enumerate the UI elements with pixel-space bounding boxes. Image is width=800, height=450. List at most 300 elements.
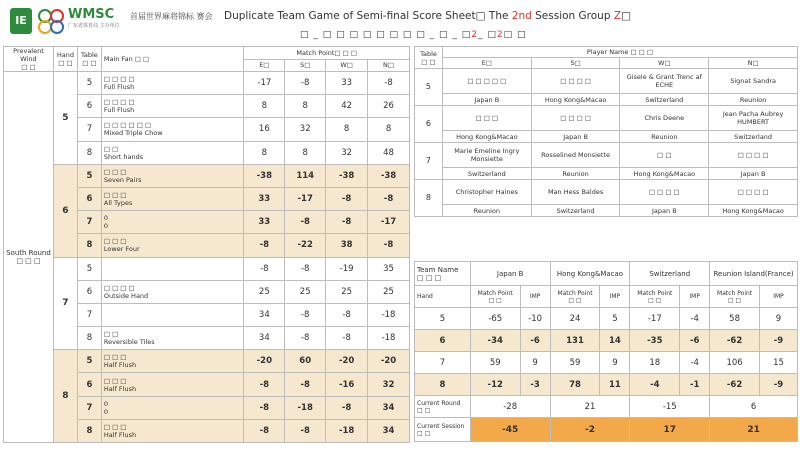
match-point-east: 8 bbox=[244, 95, 285, 118]
mp-label: Match Point bbox=[637, 289, 673, 297]
match-point-north: 8 bbox=[368, 118, 410, 141]
main-fan-cn: 0 bbox=[103, 214, 109, 223]
player-header-row bbox=[415, 47, 798, 58]
main-fan bbox=[101, 257, 243, 280]
mp-reunion bbox=[710, 286, 760, 308]
team-hand-row bbox=[415, 308, 798, 330]
team-name-japan: Japan B bbox=[470, 262, 550, 286]
match-point-north: 34 bbox=[368, 396, 410, 419]
current-session-japan: -45 bbox=[470, 418, 550, 442]
main-fan bbox=[101, 72, 243, 95]
player-name-north: Signat Sandra bbox=[709, 69, 798, 94]
player-col-south: S□ bbox=[531, 58, 620, 69]
team-subheader-row bbox=[415, 286, 798, 308]
match-point-north: -18 bbox=[368, 303, 410, 326]
player-team-west: Reunion bbox=[620, 131, 709, 143]
mp-label: Match Point bbox=[477, 289, 513, 297]
main-fan bbox=[101, 234, 243, 257]
main-fan bbox=[101, 350, 243, 373]
match-point-east: 34 bbox=[244, 327, 285, 350]
match-point-east: 25 bbox=[244, 280, 285, 303]
match-point-north: 32 bbox=[368, 373, 410, 396]
team-hongkong-mp: 78 bbox=[550, 374, 600, 396]
table-row bbox=[4, 257, 410, 280]
current-round-label bbox=[415, 396, 471, 418]
title-mid2: Session Group bbox=[535, 10, 611, 22]
match-point-north: -8 bbox=[368, 234, 410, 257]
match-point-south: -18 bbox=[285, 396, 326, 419]
player-name-table bbox=[414, 46, 798, 217]
player-name-east: □ □ □ bbox=[442, 106, 531, 131]
team-reunion-mp: 106 bbox=[710, 352, 760, 374]
player-name-north: Jean Pacha Aubrey HUMBERT bbox=[709, 106, 798, 131]
team-japan-mp: -12 bbox=[470, 374, 520, 396]
title-prefix: Duplicate Team Game of Semi-final Score Sheet bbox=[224, 10, 476, 22]
mp-sub: □ □ bbox=[648, 296, 662, 304]
team-hongkong-imp: 14 bbox=[600, 330, 630, 352]
player-team-north: Switzerland bbox=[709, 131, 798, 143]
player-team-east: Reunion bbox=[442, 205, 531, 217]
team-name-reunion: Reunion Island(France) bbox=[710, 262, 798, 286]
player-col-west: W□ bbox=[620, 58, 709, 69]
match-point-east: -8 bbox=[244, 257, 285, 280]
main-fan-cn: □ □ □ bbox=[103, 353, 127, 362]
team-hand-row bbox=[415, 352, 798, 374]
table-number: 8 bbox=[77, 141, 101, 164]
mp-sub: □ □ bbox=[727, 296, 742, 304]
main-fan-cn: □ □ □ bbox=[103, 422, 127, 431]
team-japan-imp: 9 bbox=[520, 352, 550, 374]
player-name-east: Marie Emeline Ingry Monsiette bbox=[442, 143, 531, 168]
player-team-south: Reunion bbox=[531, 168, 620, 180]
team-japan-imp: -10 bbox=[520, 308, 550, 330]
current-session-sub: □ □ bbox=[417, 429, 431, 437]
col-east: E□ bbox=[244, 59, 285, 72]
header-wind-label: Prevalent Wind bbox=[13, 47, 44, 63]
player-name-west: Chris Deene bbox=[620, 106, 709, 131]
player-name-north: □ □ □ □ bbox=[709, 180, 798, 205]
main-fan-en: Short hands bbox=[103, 152, 144, 161]
team-hand-row bbox=[415, 330, 798, 352]
match-point-south: -8 bbox=[285, 373, 326, 396]
team-header-sub: □ □ □ bbox=[417, 273, 442, 282]
match-point-north: -18 bbox=[368, 327, 410, 350]
mp-sub: □ □ bbox=[488, 296, 502, 304]
table-row bbox=[4, 350, 410, 373]
team-hand-row bbox=[415, 374, 798, 396]
match-point-north: -38 bbox=[368, 164, 410, 187]
col-south: S□ bbox=[285, 59, 326, 72]
match-point-east: 16 bbox=[244, 118, 285, 141]
match-point-west: 33 bbox=[326, 72, 368, 95]
imp-reunion: IMP bbox=[760, 286, 798, 308]
match-point-south: 8 bbox=[285, 141, 326, 164]
team-hongkong-mp: 59 bbox=[550, 352, 600, 374]
main-fan-cn: □ □ □ bbox=[103, 167, 127, 176]
subtitle-red1: 2 bbox=[471, 30, 478, 40]
match-point-west: -8 bbox=[326, 303, 368, 326]
mp-label: Match Point bbox=[717, 289, 753, 297]
main-fan bbox=[101, 118, 243, 141]
sponsor-logo: IE bbox=[10, 8, 32, 34]
player-team-north: Hong Kong&Macao bbox=[709, 205, 798, 217]
team-name-hongkong: Hong Kong&Macao bbox=[550, 262, 630, 286]
match-point-east: -17 bbox=[244, 72, 285, 95]
main-fan bbox=[101, 396, 243, 419]
match-point-south: -22 bbox=[285, 234, 326, 257]
main-fan-en: Half Flush bbox=[103, 384, 137, 393]
match-point-north: 35 bbox=[368, 257, 410, 280]
team-switzerland-mp: -17 bbox=[630, 308, 680, 330]
main-fan bbox=[101, 211, 243, 234]
current-session-label bbox=[415, 418, 471, 442]
table-header-row bbox=[4, 47, 410, 60]
match-point-south: -8 bbox=[285, 327, 326, 350]
table-number: 5 bbox=[77, 350, 101, 373]
main-fan-en: Half Flush bbox=[103, 430, 137, 439]
player-team-row bbox=[415, 205, 798, 217]
team-japan-mp: -65 bbox=[470, 308, 520, 330]
team-japan-mp: -34 bbox=[470, 330, 520, 352]
current-round-title: Current Round bbox=[417, 399, 461, 407]
player-name-east: □ □ □ □ □ bbox=[442, 69, 531, 94]
player-name-south: Man Hess Baldes bbox=[531, 180, 620, 205]
team-reunion-mp: -62 bbox=[710, 374, 760, 396]
team-reunion-mp: -62 bbox=[710, 330, 760, 352]
header-prevalent-wind bbox=[4, 47, 54, 72]
player-header-table-label: Table bbox=[420, 49, 437, 58]
player-team-row bbox=[415, 168, 798, 180]
main-fan bbox=[101, 373, 243, 396]
player-col-east: E□ bbox=[442, 58, 531, 69]
team-hongkong-mp: 24 bbox=[550, 308, 600, 330]
page-title: Duplicate Team Game of Semi-final Score Sheet□ The 2nd Session Group Z□ bbox=[224, 10, 631, 22]
org-subtitle: 广东省体育局 主办单位 bbox=[68, 23, 120, 29]
team-reunion-imp: -9 bbox=[760, 330, 798, 352]
player-team-south: Japan B bbox=[531, 131, 620, 143]
player-table-number: 8 bbox=[415, 180, 443, 217]
player-name-west: Gisele & Grant Trenc af ECHE bbox=[620, 69, 709, 94]
main-fan-cn: □ □ bbox=[103, 144, 119, 153]
match-point-west: -19 bbox=[326, 257, 368, 280]
current-round-japan: -28 bbox=[470, 396, 550, 418]
main-fan-cn: □ □ □ □ bbox=[103, 283, 135, 292]
current-session-row bbox=[415, 418, 798, 442]
match-point-south: 25 bbox=[285, 280, 326, 303]
match-point-south: 32 bbox=[285, 118, 326, 141]
team-hongkong-imp: 9 bbox=[600, 352, 630, 374]
col-north: N□ bbox=[368, 59, 410, 72]
hand-number: 7 bbox=[53, 257, 77, 350]
player-team-west: Japan B bbox=[620, 205, 709, 217]
subtitle-c: □ □ bbox=[503, 30, 527, 40]
table-number: 6 bbox=[77, 373, 101, 396]
table-number: 8 bbox=[77, 419, 101, 442]
current-round-row bbox=[415, 396, 798, 418]
mp-hongkong bbox=[550, 286, 600, 308]
player-header-cols bbox=[415, 58, 798, 69]
match-point-south: 60 bbox=[285, 350, 326, 373]
player-team-east: Japan B bbox=[442, 94, 531, 106]
title-group: Z bbox=[613, 10, 622, 22]
table-number: 5 bbox=[77, 257, 101, 280]
imp-hongkong: IMP bbox=[600, 286, 630, 308]
team-switzerland-imp: -4 bbox=[680, 308, 710, 330]
team-switzerland-mp: -4 bbox=[630, 374, 680, 396]
player-team-east: Hong Kong&Macao bbox=[442, 131, 531, 143]
player-team-north: Reunion bbox=[709, 94, 798, 106]
match-point-north: 34 bbox=[368, 419, 410, 442]
player-name-south: Rosselined Monsiette bbox=[531, 143, 620, 168]
player-team-south: Hong Kong&Macao bbox=[531, 94, 620, 106]
match-point-north: 25 bbox=[368, 280, 410, 303]
main-fan bbox=[101, 164, 243, 187]
table-number: 6 bbox=[77, 280, 101, 303]
match-point-east: -38 bbox=[244, 164, 285, 187]
table-number: 6 bbox=[77, 187, 101, 210]
table-number: 8 bbox=[77, 327, 101, 350]
match-point-west: -16 bbox=[326, 373, 368, 396]
table-number: 8 bbox=[77, 234, 101, 257]
main-fan-en: 0 bbox=[103, 407, 109, 416]
match-point-west: -18 bbox=[326, 419, 368, 442]
mp-switzerland bbox=[630, 286, 680, 308]
table-number: 7 bbox=[77, 303, 101, 326]
player-header-table-sub: □ □ bbox=[421, 57, 436, 66]
match-point-south: -8 bbox=[285, 257, 326, 280]
team-hand-number: 5 bbox=[415, 308, 471, 330]
match-point-south: 114 bbox=[285, 164, 326, 187]
player-table-number: 5 bbox=[415, 69, 443, 106]
player-team-row bbox=[415, 131, 798, 143]
match-point-west: 32 bbox=[326, 141, 368, 164]
header-table: Table □ □ bbox=[77, 47, 101, 72]
team-switzerland-imp: -4 bbox=[680, 352, 710, 374]
team-reunion-imp: -9 bbox=[760, 374, 798, 396]
header-main-fan: Main Fan □ □ bbox=[101, 47, 243, 72]
team-switzerland-imp: -6 bbox=[680, 330, 710, 352]
player-table-number: 6 bbox=[415, 106, 443, 143]
team-hongkong-mp: 131 bbox=[550, 330, 600, 352]
table-row bbox=[4, 164, 410, 187]
header-hand: Hand □ □ bbox=[53, 47, 77, 72]
player-name-south: □ □ □ □ bbox=[531, 69, 620, 94]
player-col-north: N□ bbox=[709, 58, 798, 69]
main-fan-en: Outside Hand bbox=[103, 291, 149, 300]
title-mid: The bbox=[488, 10, 509, 22]
main-fan-cn: □ □ □ bbox=[103, 376, 127, 385]
subtitle-red2: 2 bbox=[496, 30, 504, 40]
main-fan-cn: □ □ □ □ bbox=[103, 98, 135, 107]
main-fan-en: Seven Pairs bbox=[103, 175, 142, 184]
hand-number: 5 bbox=[53, 72, 77, 165]
team-reunion-mp: 58 bbox=[710, 308, 760, 330]
hand-number: 6 bbox=[53, 164, 77, 257]
team-hand-number: 8 bbox=[415, 374, 471, 396]
match-point-west: -20 bbox=[326, 350, 368, 373]
player-header-name: Player Name □ □ □ bbox=[442, 47, 797, 58]
team-japan-mp: 59 bbox=[470, 352, 520, 374]
team-switzerland-mp: 18 bbox=[630, 352, 680, 374]
table-row bbox=[4, 72, 410, 95]
team-hand-number: 7 bbox=[415, 352, 471, 374]
subtitle-b: _ □ bbox=[477, 30, 497, 40]
main-fan-en: 0 bbox=[103, 222, 109, 231]
main-fan-cn: □ □ □ bbox=[103, 237, 127, 246]
team-name-switzerland: Switzerland bbox=[630, 262, 710, 286]
match-point-west: -8 bbox=[326, 327, 368, 350]
current-round-sub: □ □ bbox=[417, 406, 431, 414]
main-fan-cn: □ □ bbox=[103, 330, 119, 339]
match-point-west: 38 bbox=[326, 234, 368, 257]
match-point-west: -8 bbox=[326, 396, 368, 419]
hand-number: 8 bbox=[53, 350, 77, 443]
main-fan-en: Reversible Tiles bbox=[103, 338, 155, 347]
match-point-west: 25 bbox=[326, 280, 368, 303]
current-round-hongkong: 21 bbox=[550, 396, 630, 418]
team-reunion-imp: 15 bbox=[760, 352, 798, 374]
team-japan-imp: -6 bbox=[520, 330, 550, 352]
match-point-east: 34 bbox=[244, 303, 285, 326]
match-point-east: -8 bbox=[244, 419, 285, 442]
team-sub-hand: Hand bbox=[415, 286, 471, 308]
table-number: 5 bbox=[77, 72, 101, 95]
team-switzerland-imp: -1 bbox=[680, 374, 710, 396]
main-fan-cn: □ □ □ □ □ □ bbox=[103, 121, 152, 130]
current-session-switzerland: 17 bbox=[630, 418, 710, 442]
main-fan bbox=[101, 303, 243, 326]
table-number: 5 bbox=[77, 164, 101, 187]
match-point-south: -17 bbox=[285, 187, 326, 210]
player-team-west: Hong Kong&Macao bbox=[620, 168, 709, 180]
current-round-switzerland: -15 bbox=[630, 396, 710, 418]
team-hand-number: 6 bbox=[415, 330, 471, 352]
match-point-south: 8 bbox=[285, 95, 326, 118]
main-fan-en: Half Flush bbox=[103, 361, 137, 370]
org-name: WMSC bbox=[68, 7, 115, 22]
title-session: 2nd bbox=[511, 10, 532, 22]
player-row bbox=[415, 180, 798, 205]
current-session-reunion: 21 bbox=[710, 418, 798, 442]
player-name-west: □ □ □ □ bbox=[620, 180, 709, 205]
player-team-row bbox=[415, 94, 798, 106]
main-fan bbox=[101, 327, 243, 350]
match-point-north: -8 bbox=[368, 187, 410, 210]
main-fan bbox=[101, 95, 243, 118]
header bbox=[0, 0, 800, 46]
main-fan-en: All Types bbox=[103, 199, 133, 208]
team-switzerland-mp: -35 bbox=[630, 330, 680, 352]
mp-japan bbox=[470, 286, 520, 308]
match-point-north: 48 bbox=[368, 141, 410, 164]
imp-japan: IMP bbox=[520, 286, 550, 308]
table-number: 7 bbox=[77, 211, 101, 234]
main-fan-cn: □ □ □ bbox=[103, 191, 127, 200]
match-point-north: 26 bbox=[368, 95, 410, 118]
header-match-point: Match Point□ □ □ bbox=[244, 47, 410, 60]
main-fan-en: Mixed Triple Chow bbox=[103, 129, 163, 138]
match-point-west: -8 bbox=[326, 187, 368, 210]
prevalent-wind-cell: South Round □ □ □ bbox=[4, 72, 54, 443]
main-fan-en: Full Flush bbox=[103, 106, 135, 115]
table-number: 7 bbox=[77, 118, 101, 141]
main-fan-en: Lower Four bbox=[103, 245, 140, 254]
main-fan bbox=[101, 419, 243, 442]
mp-sub: □ □ bbox=[568, 296, 582, 304]
player-team-east: Switzerland bbox=[442, 168, 531, 180]
col-west: W□ bbox=[326, 59, 368, 72]
team-hongkong-imp: 11 bbox=[600, 374, 630, 396]
match-point-south: -8 bbox=[285, 72, 326, 95]
match-point-east: -8 bbox=[244, 396, 285, 419]
match-point-west: -8 bbox=[326, 211, 368, 234]
current-session-title: Current Session bbox=[417, 422, 465, 430]
match-point-west: -38 bbox=[326, 164, 368, 187]
match-point-east: -8 bbox=[244, 234, 285, 257]
main-fan bbox=[101, 141, 243, 164]
player-name-south: □ □ □ □ bbox=[531, 106, 620, 131]
team-japan-imp: -3 bbox=[520, 374, 550, 396]
team-score-table bbox=[414, 261, 798, 442]
mp-label: Match Point bbox=[557, 289, 593, 297]
main-fan-cn: □ □ □ □ bbox=[103, 75, 135, 84]
team-header-row bbox=[415, 262, 798, 286]
player-row bbox=[415, 69, 798, 94]
match-point-east: 33 bbox=[244, 187, 285, 210]
player-name-east: Christopher Haines bbox=[442, 180, 531, 205]
current-session-hongkong: -2 bbox=[550, 418, 630, 442]
team-header-name bbox=[415, 262, 471, 286]
player-row bbox=[415, 106, 798, 131]
hand-score-table bbox=[3, 46, 410, 443]
team-reunion-imp: 9 bbox=[760, 308, 798, 330]
match-point-south: -8 bbox=[285, 303, 326, 326]
match-point-west: 42 bbox=[326, 95, 368, 118]
table-number: 7 bbox=[77, 396, 101, 419]
team-hongkong-imp: 5 bbox=[600, 308, 630, 330]
match-point-west: 8 bbox=[326, 118, 368, 141]
match-point-south: -8 bbox=[285, 211, 326, 234]
match-point-east: 8 bbox=[244, 141, 285, 164]
main-fan bbox=[101, 187, 243, 210]
current-round-reunion: 6 bbox=[710, 396, 798, 418]
match-point-east: -8 bbox=[244, 373, 285, 396]
org-chinese-name: 首届世界麻将锦标 赛会 bbox=[130, 12, 213, 21]
player-name-north: □ □ □ □ bbox=[709, 143, 798, 168]
match-point-south: -8 bbox=[285, 419, 326, 442]
main-fan-cn: 0 bbox=[103, 399, 109, 408]
player-name-west: □ □ bbox=[620, 143, 709, 168]
imp-switzerland: IMP bbox=[680, 286, 710, 308]
team-header-label: Team Name bbox=[417, 265, 459, 274]
main-fan-en: Full Flush bbox=[103, 83, 135, 92]
player-header-table bbox=[415, 47, 443, 69]
table-number: 6 bbox=[77, 95, 101, 118]
subtitle-a: □ _ □ □ □ □ □ □ □ □ _ □ _ □ bbox=[300, 30, 472, 40]
match-point-east: 33 bbox=[244, 211, 285, 234]
player-team-south: Switzerland bbox=[531, 205, 620, 217]
player-table-number: 7 bbox=[415, 143, 443, 180]
page-subtitle bbox=[300, 30, 526, 40]
player-team-west: Switzerland bbox=[620, 94, 709, 106]
match-point-north: -20 bbox=[368, 350, 410, 373]
header-wind-sub: □ □ bbox=[21, 63, 36, 71]
player-team-north: Japan B bbox=[709, 168, 798, 180]
match-point-east: -20 bbox=[244, 350, 285, 373]
main-fan bbox=[101, 280, 243, 303]
player-row bbox=[415, 143, 798, 168]
match-point-north: -17 bbox=[368, 211, 410, 234]
